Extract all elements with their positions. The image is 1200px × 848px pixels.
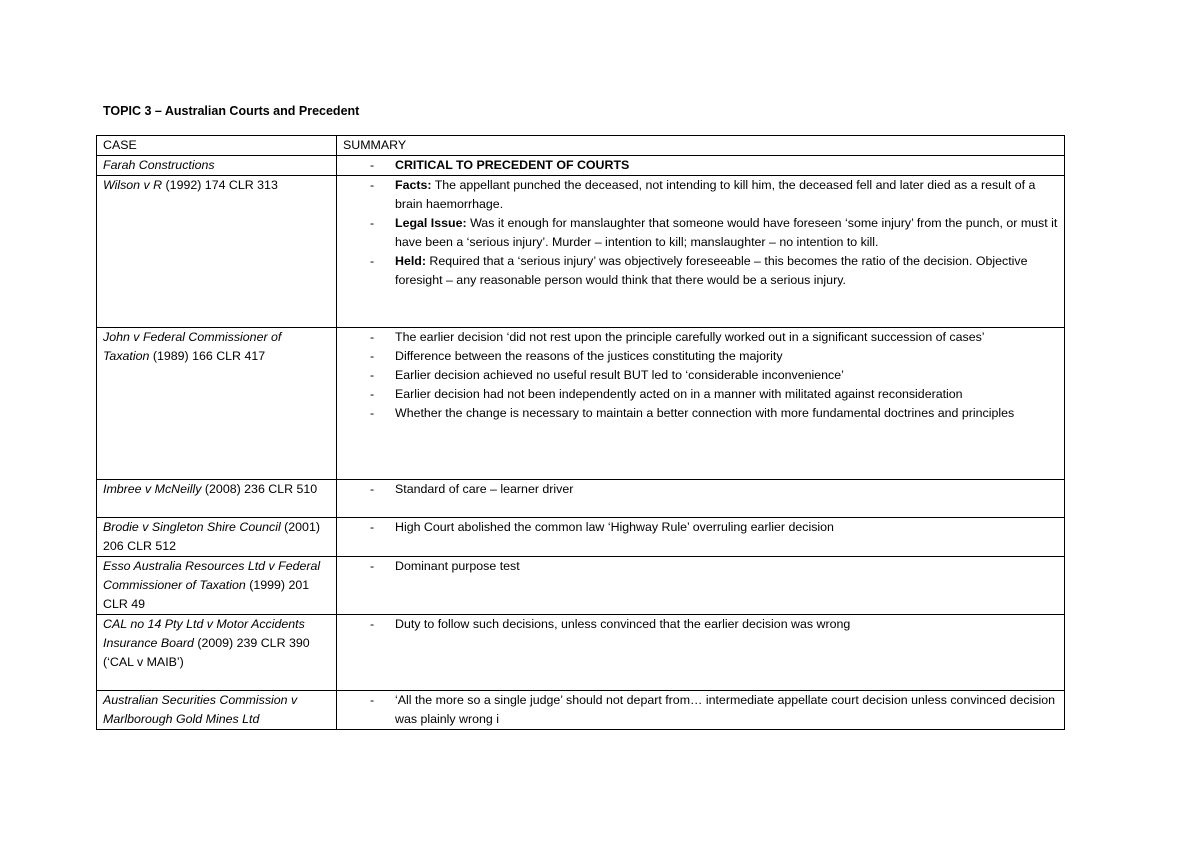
case-name: Esso Australia Resources Ltd v Federal Commissioner of Taxation — [103, 559, 321, 592]
table-body — [97, 156, 1065, 730]
summary-point — [343, 366, 1058, 385]
summary-point — [343, 176, 1058, 214]
summary-cell — [337, 328, 1065, 480]
summary-point — [343, 214, 1058, 252]
case-name: Farah Constructions — [103, 158, 215, 172]
summary-point — [343, 404, 1058, 423]
table-row — [97, 557, 1065, 615]
table-row — [97, 615, 1065, 691]
point-text: Required that a ‘serious injury’ was objectively foreseeable – this becomes the ratio of the decision. Objective foresight – any reasonable person would think that there would be a serious injury. — [395, 254, 1028, 287]
summary-cell — [337, 156, 1065, 176]
bullet-dash-icon: - — [370, 387, 375, 401]
bullet-dash-icon: - — [370, 520, 375, 534]
case-name: John v Federal Commissioner of Taxation — [103, 330, 282, 363]
bullet-dash-icon: - — [370, 216, 375, 230]
bullet-dash-icon: - — [370, 254, 375, 268]
summary-point — [343, 615, 1058, 634]
table-row — [97, 480, 1065, 518]
summary-list — [343, 176, 1058, 290]
summary-list — [343, 691, 1058, 729]
point-label: Legal Issue: — [395, 216, 467, 230]
summary-point — [343, 156, 1058, 175]
summary-point — [343, 328, 1058, 347]
cases-table — [96, 135, 1065, 730]
summary-point — [343, 385, 1058, 404]
point-text: Difference between the reasons of the justices constituting the majority — [395, 349, 783, 363]
summary-cell — [337, 557, 1065, 615]
summary-point — [343, 557, 1058, 576]
point-text: The appellant punched the deceased, not intending to kill him, the deceased fell and later died as a result of a brain haemorrhage. — [395, 178, 1036, 211]
bullet-dash-icon: - — [370, 559, 375, 573]
point-text: Standard of care – learner driver — [395, 482, 574, 496]
summary-list — [343, 615, 1058, 634]
point-text: Duty to follow such decisions, unless convinced that the earlier decision was wrong — [395, 617, 851, 631]
case-citation: (1999) 201 CLR 49 — [103, 578, 310, 611]
point-text: CRITICAL TO PRECEDENT OF COURTS — [395, 158, 630, 172]
case-citation: (2001) 206 CLR 512 — [103, 520, 320, 553]
point-text: The earlier decision ‘did not rest upon the principle carefully worked out in a significant succession of cases’ — [395, 330, 985, 344]
point-text: High Court abolished the common law ‘Highway Rule’ overruling earlier decision — [395, 520, 834, 534]
case-column-header: CASE — [97, 136, 337, 156]
bullet-dash-icon: - — [370, 368, 375, 382]
summary-cell — [337, 691, 1065, 730]
case-citation: (1992) 174 CLR 313 — [162, 178, 278, 192]
case-cell — [97, 176, 337, 328]
case-name: Imbree v McNeilly — [103, 482, 202, 496]
case-citation: (1989) 166 CLR 417 — [149, 349, 266, 363]
summary-list — [343, 328, 1058, 423]
bullet-dash-icon: - — [370, 178, 375, 192]
bullet-dash-icon: - — [370, 330, 375, 344]
summary-column-header: SUMMARY — [337, 136, 1065, 156]
summary-point — [343, 252, 1058, 290]
case-cell — [97, 328, 337, 480]
point-text: Dominant purpose test — [395, 559, 520, 573]
bullet-dash-icon: - — [370, 482, 375, 496]
case-name: Brodie v Singleton Shire Council — [103, 520, 281, 534]
summary-point — [343, 480, 1058, 499]
case-name: CAL no 14 Pty Ltd v Motor Accidents Insurance Board — [103, 617, 305, 650]
summary-point — [343, 691, 1058, 729]
point-text: Earlier decision achieved no useful result BUT led to ‘considerable inconvenience’ — [395, 368, 844, 382]
summary-list — [343, 518, 1058, 537]
point-text: Whether the change is necessary to maintain a better connection with more fundamental doctrines and principles — [395, 406, 1015, 420]
point-label: Held: — [395, 254, 426, 268]
document-title: TOPIC 3 – Australian Courts and Precedent — [103, 104, 360, 118]
summary-list — [343, 557, 1058, 576]
table-row — [97, 328, 1065, 480]
table-header-row — [97, 136, 1065, 156]
case-name: Australian Securities Commission v Marlborough Gold Mines Ltd — [103, 693, 298, 726]
point-text: Earlier decision had not been independently acted on in a manner with militated against reconsideration — [395, 387, 963, 401]
case-cell — [97, 615, 337, 691]
summary-point — [343, 518, 1058, 537]
case-cell — [97, 691, 337, 730]
summary-cell — [337, 480, 1065, 518]
point-label: Facts: — [395, 178, 432, 192]
case-cell — [97, 518, 337, 557]
summary-cell — [337, 176, 1065, 328]
table-row — [97, 156, 1065, 176]
case-name: Wilson v R — [103, 178, 163, 192]
table-row — [97, 176, 1065, 328]
summary-list — [343, 156, 1058, 175]
case-citation: (2009) 239 CLR 390 (‘CAL v MAIB’) — [103, 636, 310, 669]
table-row — [97, 518, 1065, 557]
bullet-dash-icon: - — [370, 406, 375, 420]
bullet-dash-icon: - — [370, 349, 375, 363]
bullet-dash-icon: - — [370, 617, 375, 631]
case-citation: (2008) 236 CLR 510 — [201, 482, 318, 496]
bullet-dash-icon: - — [370, 158, 375, 172]
bullet-dash-icon: - — [370, 693, 375, 707]
point-text: ‘All the more so a single judge’ should not depart from… intermediate appellate court decision unless convinced decision was plainly wrong i — [395, 693, 1056, 726]
point-text: Was it enough for manslaughter that someone would have foreseen ‘some injury’ from the punch, or must it have been a ‘serious injury’. Murder – intention to kill; manslaughter – no intention to kill. — [395, 216, 1058, 249]
summary-list — [343, 480, 1058, 499]
case-cell — [97, 480, 337, 518]
summary-cell — [337, 518, 1065, 557]
table-row — [97, 691, 1065, 730]
case-cell — [97, 156, 337, 176]
summary-cell — [337, 615, 1065, 691]
case-cell — [97, 557, 337, 615]
summary-point — [343, 347, 1058, 366]
